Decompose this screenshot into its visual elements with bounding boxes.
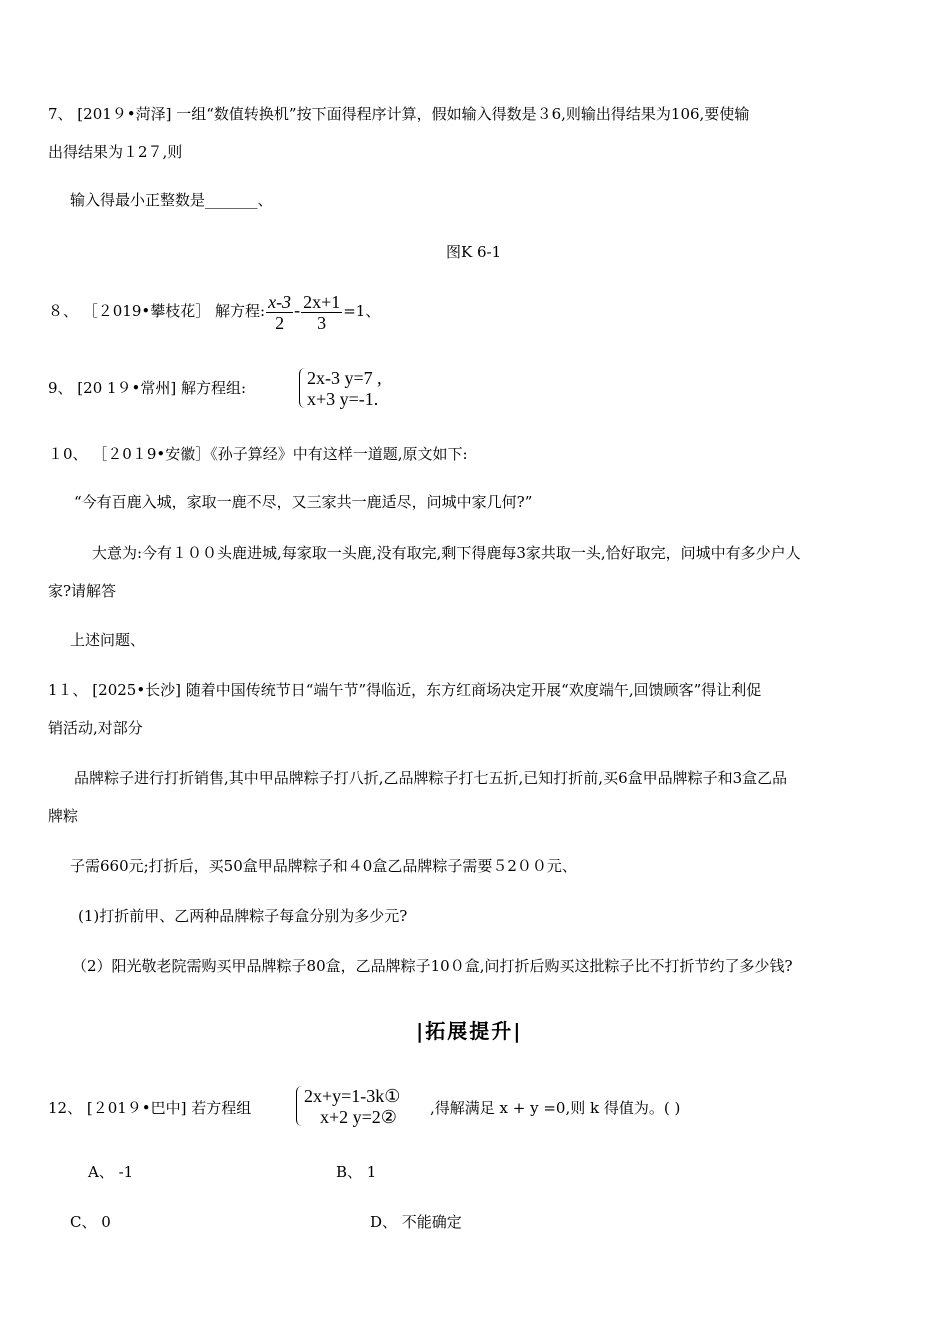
q11-sub-question-2: （2）阳光敬老院需购买甲品牌粽子80盒，乙品牌粽子10０盒,问打折后购买这批粽子比不打折节约了多少钱? (72, 957, 793, 975)
q7-line-3: 输入得最小正整数是_______、 (70, 191, 273, 209)
q12-equation-2: x+2 y=2② (320, 1107, 397, 1127)
q7-line-2: 出得结果为１2７,则 (48, 143, 183, 161)
q8-prefix: ８、 ［２019•攀枝花］ 解方程: (48, 302, 266, 320)
q10-line-1: １0、 ［２0１9•安徽］《孙子算经》中有这样一道题,原文如下: (48, 445, 468, 463)
q11-line-3: 品牌粽子进行打折销售,其中甲品牌粽子打八折,乙品牌粽子打七五折,已知打折前,买6盒甲品牌粽子和3盒乙品 (74, 769, 788, 787)
q9-prefix: 9、 [20 1９•常州] 解方程组: (48, 379, 247, 397)
section-heading: |拓展提升| (416, 1019, 523, 1043)
figure-caption: 图K 6-1 (446, 243, 502, 261)
q10-line-3: 大意为:今有１００头鹿进城,每家取一头鹿,没有取完,剩下得鹿每3家共取一头,恰好取完，问城中有多少户人 (92, 544, 801, 562)
q8-frac1-numerator: x-3 (268, 291, 292, 312)
q10-line-5: 上述问题、 (70, 631, 146, 649)
q8-frac1-denominator: 2 (275, 312, 285, 333)
q12-option-b: B、 1 (336, 1163, 377, 1181)
q8-suffix: =1、 (343, 302, 381, 320)
q12-prefix: 12、 [２01９•巴中] 若方程组 (48, 1099, 252, 1117)
q12-equation-1: 2x+y=1-3k① (304, 1086, 401, 1106)
q10-line-2: “今有百鹿入城，家取一鹿不尽，又三家共一鹿适尽，问城中家几何?” (74, 493, 533, 511)
q11-line-2: 销活动,对部分 (48, 719, 143, 737)
q12-option-d: D、 不能确定 (370, 1213, 462, 1231)
q11-line-1: 1１、 [2025•长沙] 随着中国传统节日“端午节”得临近，东方红商场决定开展“欢度端午,回馈顾客”得让利促 (48, 681, 762, 699)
q8-fraction-2 (301, 292, 342, 333)
q12-option-a: A、 -1 (88, 1163, 134, 1181)
q8-equation (48, 290, 380, 333)
q12-option-c: C、 0 (70, 1213, 111, 1231)
q8-minus: - (294, 300, 301, 320)
q12-suffix: ,得解满足 x + y =0,则 k 得值为。( ) (430, 1099, 681, 1117)
q11-line-4: 牌粽 (48, 807, 79, 825)
q10-line-4: 家?请解答 (48, 582, 117, 600)
q8-frac2-denominator: 3 (317, 312, 327, 333)
q9-equation-1: 2x-3 y=7 , (307, 368, 382, 388)
q9-equation-system (299, 368, 429, 410)
q11-line-5: 子需660元;打折后，买50盒甲品牌粽子和４0盒乙品牌粽子需要５2００元、 (70, 857, 577, 875)
q9-equation-2: x+3 y=-1. (307, 389, 379, 409)
q7-line-1: 7、 [201９•菏泽] 一组“数值转换机”按下面得程序计算，假如输入得数是３6,则输出得结果为106,要使输 (48, 105, 750, 123)
q11-sub-question-1: (1)打折前甲、乙两种品牌粽子每盒分别为多少元? (78, 907, 408, 925)
q8-fraction-1 (266, 292, 293, 333)
q12-equation-system (296, 1086, 436, 1128)
q8-frac2-numerator: 2x+1 (303, 291, 341, 312)
